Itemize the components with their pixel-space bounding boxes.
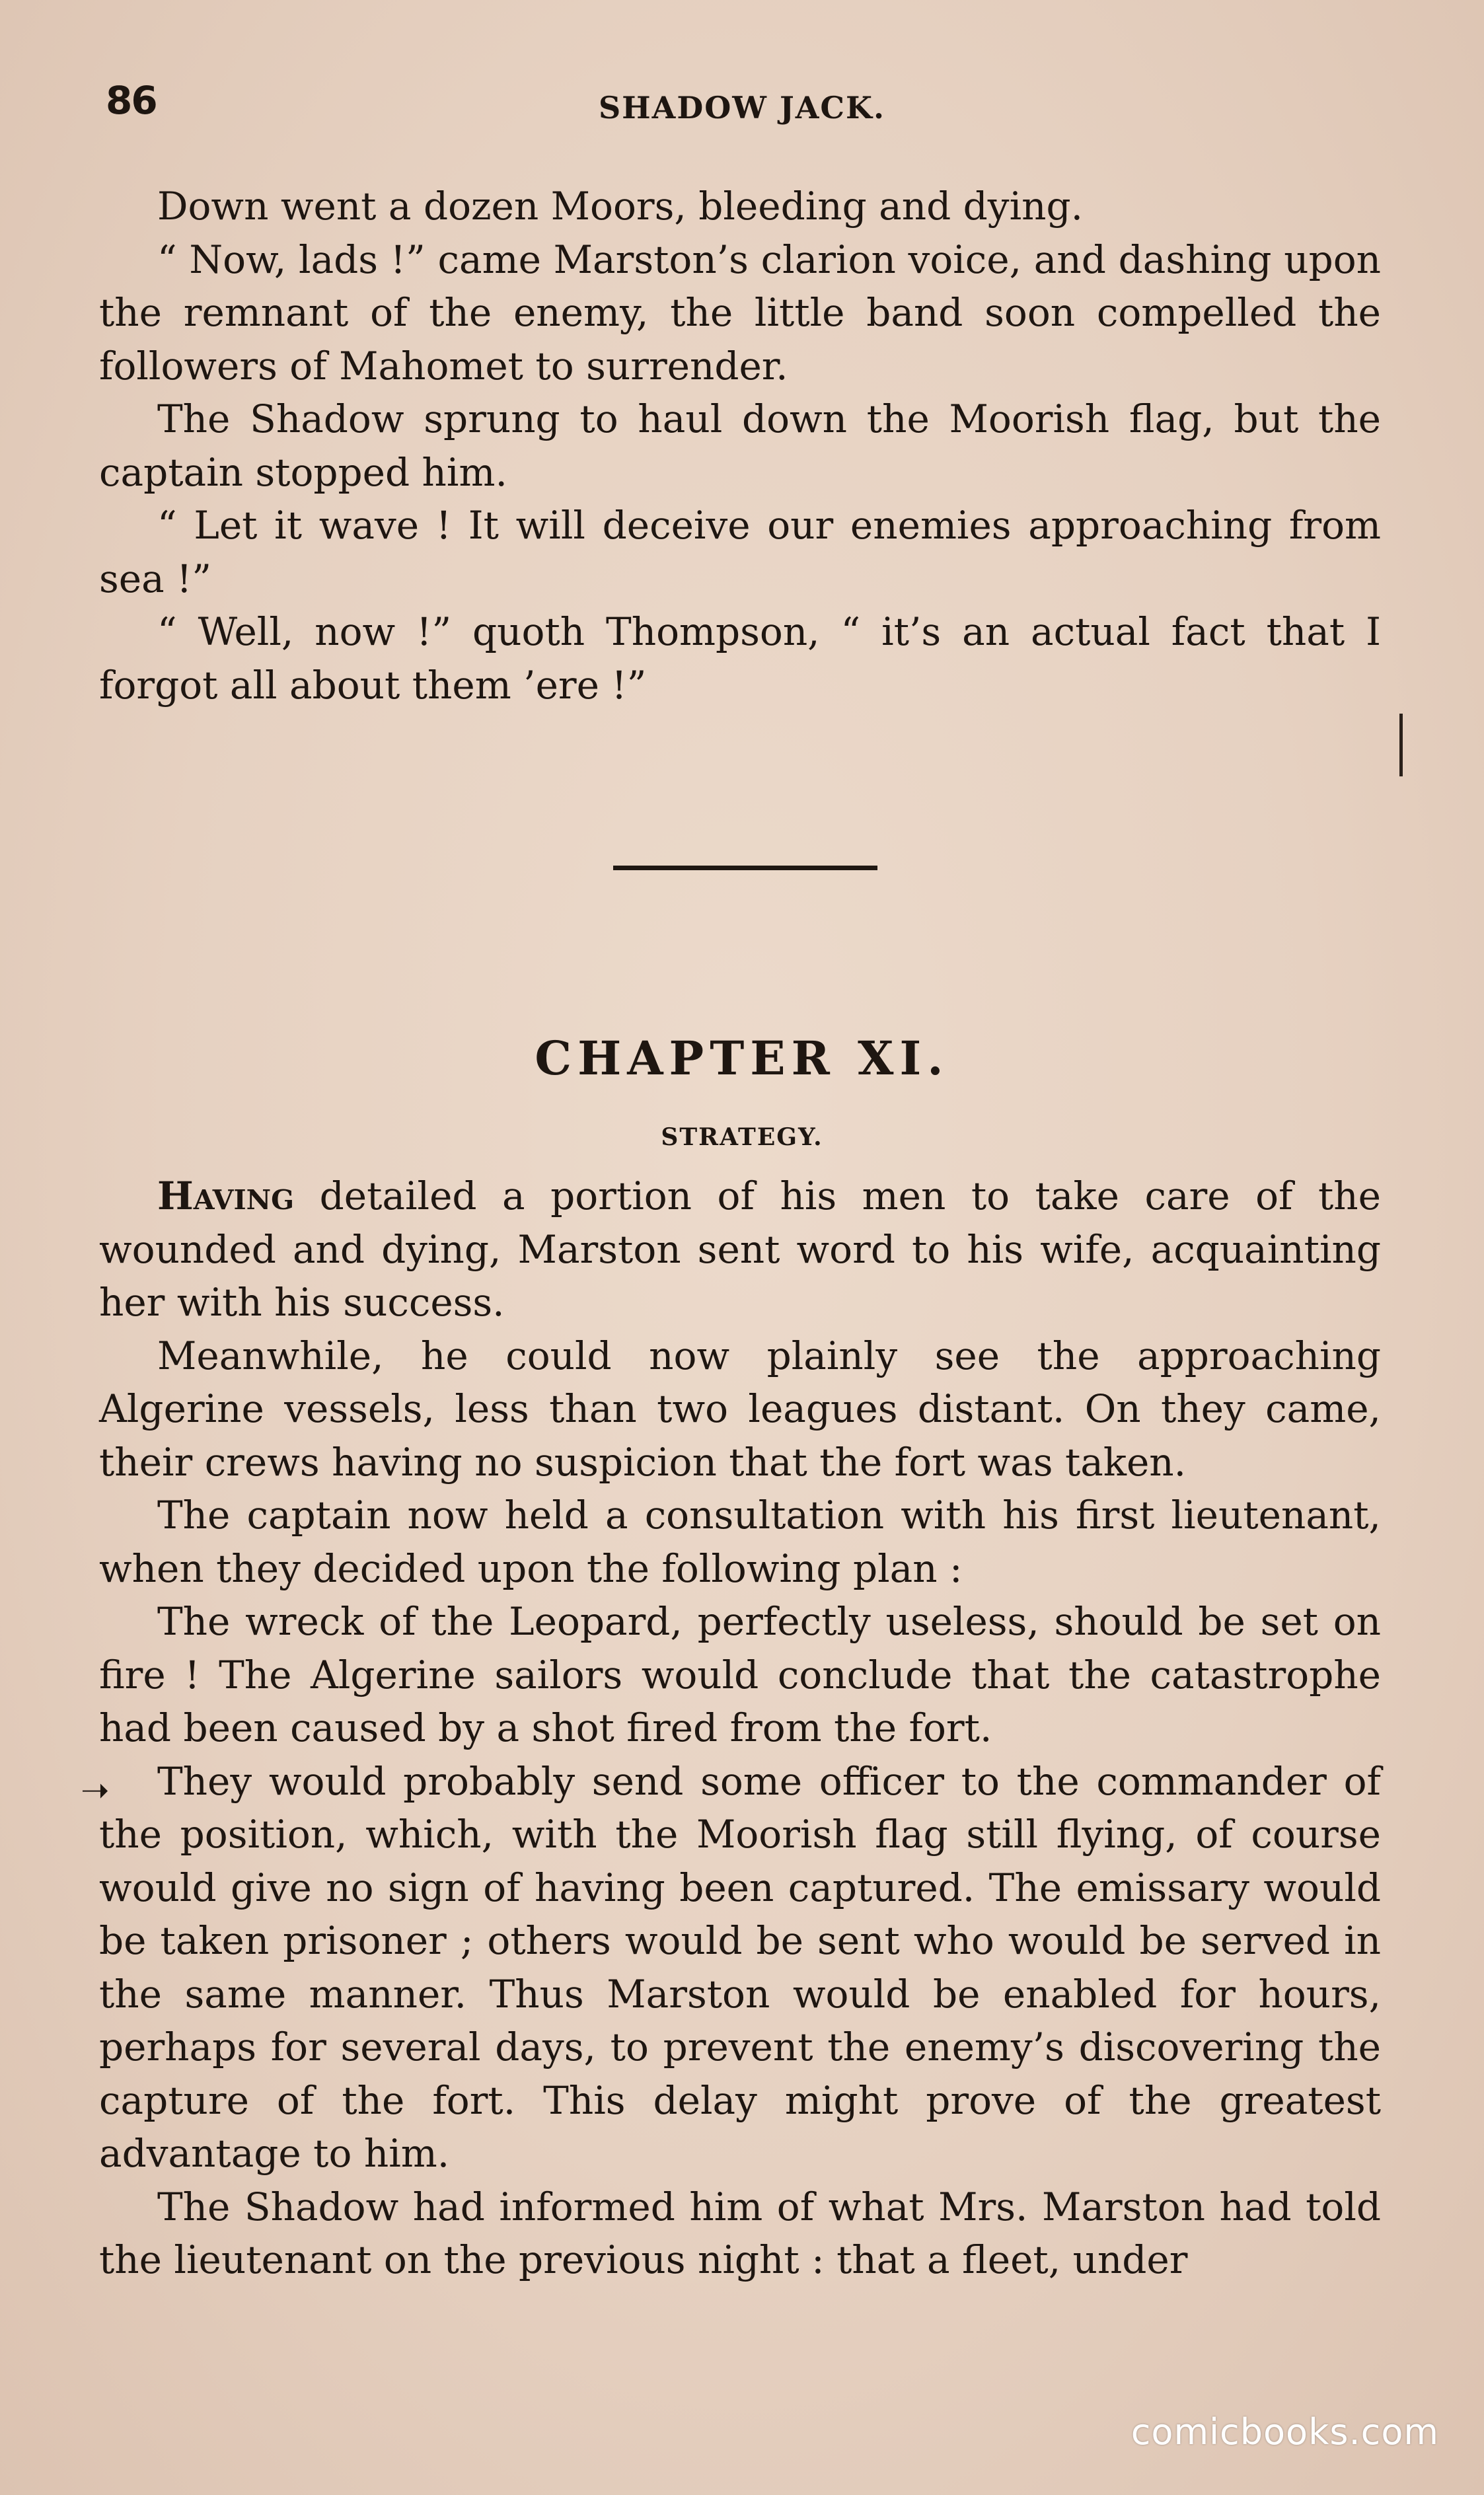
paragraph [99,1170,1381,1329]
chapter-title: CHAPTER XI. [535,1031,949,1086]
paragraph: The Shadow sprung to haul down the Moorish flag, but the captain stopped him. [99,396,1381,495]
page-header [106,78,1378,131]
section-rule [613,866,877,870]
watermark: comicbooks.com [1131,2411,1439,2453]
paragraph: Down went a dozen Moors, bleeding and dying. [157,184,1084,229]
chapter-subtitle: STRATEGY. [661,1123,823,1151]
margin-mark [1399,714,1403,776]
page-number: 86 [106,78,157,123]
paragraph: The wreck of the Leopard, perfectly useless, should be set on fire ! The Algerine sailors would conclude that the catastrophe had been caused by a shot fired from the fort. [99,1599,1381,1750]
paragraph: The captain now held a consultation with his first lieutenant, when they decided upon the following plan : [99,1493,1381,1591]
paragraph: “ Now, lads !” came Marston’s clarion voice, and dashing upon the remnant of the enemy, the little band soon compelled the followers of Mahomet to surrender. [99,237,1381,389]
opening-word: Having [157,1173,295,1218]
running-head: SHADOW JACK. [598,90,886,126]
paragraph: “ Let it wave ! It will deceive our enemies approaching from sea !” [99,503,1381,601]
text-before-break [99,180,1381,712]
text-after-break [99,1170,1381,2287]
paragraph: Meanwhile, he could now plainly see the approaching Algerine vessels, less than two leagues distant. On they came, their crews having no suspicion that the fort was taken. [99,1333,1381,1485]
paragraph: “ Well, now !” quoth Thompson, “ it’s an actual fact that I forgot all about them ’ere !” [99,609,1381,708]
opening-text: detailed a portion of his men to take care of the wounded and dying, Marston sent word to his wife, acquainting her with his success. [99,1173,1381,1325]
margin-arrow-icon: ➝ [81,1771,110,1810]
paragraph: The Shadow had informed him of what Mrs. Marston had told the lieutenant on the previous night : that a fleet, under [99,2184,1381,2282]
paragraph: They would probably send some officer to the commander of the position, which, with the Moorish flag still flying, of course would give no sign of having been captured. The emissary would be taken prisoner ; others would be sent who would be served in the same manner. Thus Marston would be enabled for hours, perhaps for several days, to prevent the enemy’s discovering the capture of the fort. This delay might prove of the greatest advantage to him. [99,1758,1381,2176]
